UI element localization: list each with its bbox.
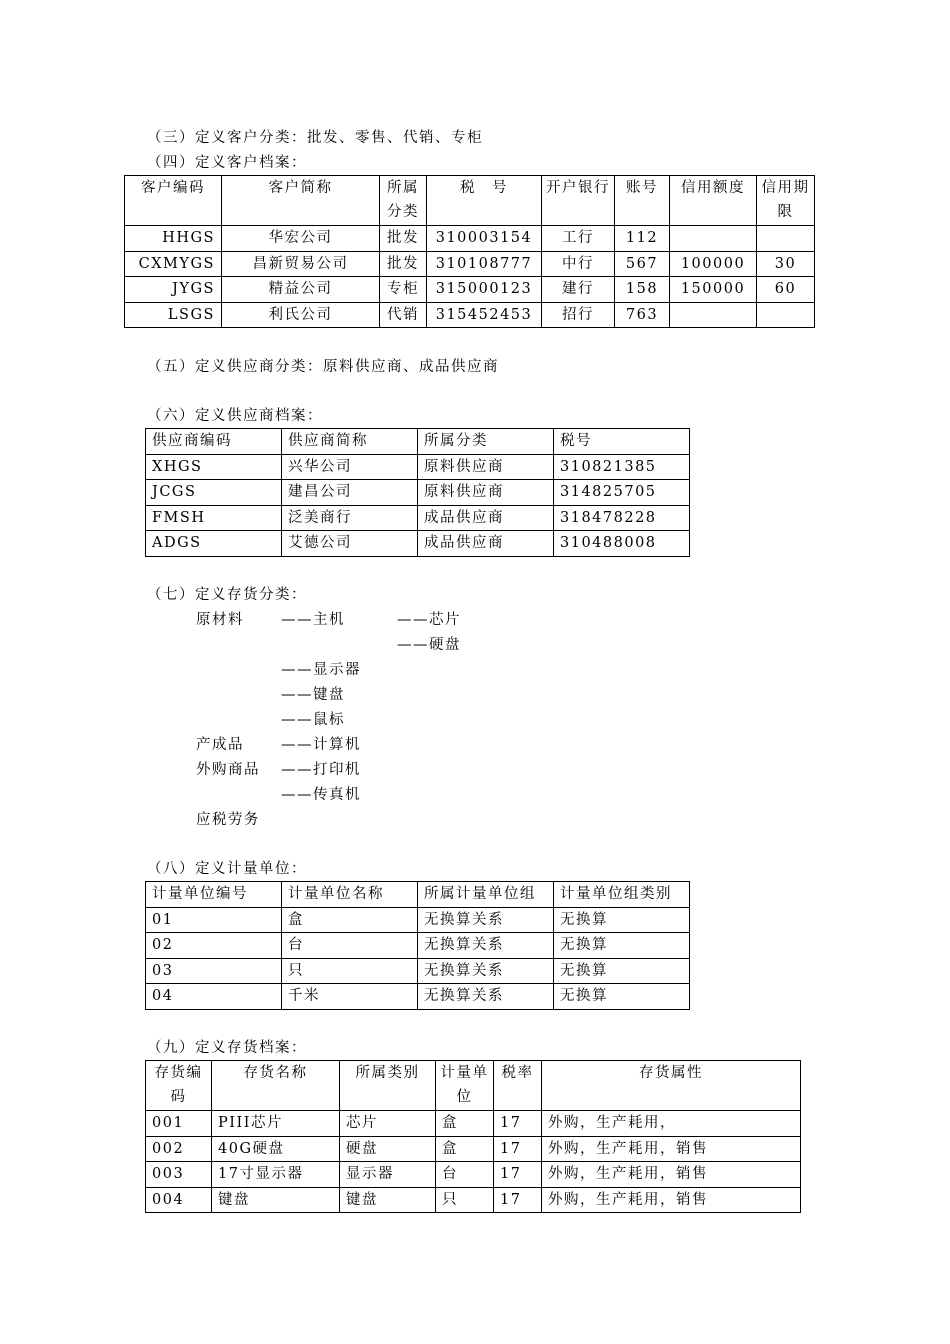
table-cell: 567 [615,251,670,277]
table-cell: 315452453 [427,302,542,328]
table-cell: 原料供应商 [418,480,554,506]
table-row [146,1111,801,1137]
table-cell: 003 [146,1162,212,1188]
table-cell: HHGS [125,226,222,252]
table-cell: XHGS [146,454,282,480]
table-cell: 无换算 [554,933,690,959]
table-cell: 外购，生产耗用，销售 [542,1162,801,1188]
table-cell: 30 [757,251,815,277]
header-cell: 所属分类 [380,176,427,226]
header-cell: 计量单位组类别 [554,882,690,908]
header-cell: 税号 [554,429,690,455]
inventory-header-row [146,1061,801,1111]
table-cell: 键盘 [340,1187,436,1213]
header-cell: 税率 [494,1061,542,1111]
section-7-title: （七）定义存货分类： [147,587,307,603]
header-cell: 存货属性 [542,1061,801,1111]
section-5-title: （五）定义供应商分类：原料供应商、成品供应商 [147,359,499,375]
table-cell: 只 [282,958,418,984]
header-cell: 所属计量单位组 [418,882,554,908]
table-cell: 建行 [542,277,615,303]
table-cell: 外购，生产耗用， [542,1111,801,1137]
tree-item-chip: ——芯片 [397,612,461,628]
unit-table [145,881,690,1010]
header-cell: 信用期限 [757,176,815,226]
table-cell: 40G硬盘 [212,1136,340,1162]
tree-item-host: ——主机 [281,612,345,628]
table-cell: JCGS [146,480,282,506]
unit-header-row [146,882,690,908]
table-cell: 精益公司 [222,277,380,303]
table-cell [670,226,757,252]
tree-item-keyboard: ——键盘 [281,687,345,703]
table-cell: 无换算关系 [418,933,554,959]
table-cell: 芯片 [340,1111,436,1137]
tree-item-taxable-service: 应税劳务 [196,812,260,828]
header-cell: 信用额度 [670,176,757,226]
supplier-header-row [146,429,690,455]
table-cell: 只 [436,1187,494,1213]
table-cell: 17寸显示器 [212,1162,340,1188]
table-cell: FMSH [146,505,282,531]
table-row [146,531,690,557]
header-cell: 客户编码 [125,176,222,226]
table-row [146,907,690,933]
table-cell: 04 [146,984,282,1010]
header-cell: 供应商编码 [146,429,282,455]
table-cell: 310108777 [427,251,542,277]
table-cell: 批发 [380,251,427,277]
header-cell: 供应商简称 [282,429,418,455]
header-cell: 所属类别 [340,1061,436,1111]
table-cell: 002 [146,1136,212,1162]
table-cell: 17 [494,1136,542,1162]
table-cell: 盒 [436,1136,494,1162]
table-cell: 建昌公司 [282,480,418,506]
table-cell: 158 [615,277,670,303]
table-cell: 兴华公司 [282,454,418,480]
table-cell: 318478228 [554,505,690,531]
section-4-title: （四）定义客户档案： [147,155,307,171]
table-cell: 03 [146,958,282,984]
table-cell: 硬盘 [340,1136,436,1162]
tree-item-computer: ——计算机 [281,737,361,753]
table-cell: 原料供应商 [418,454,554,480]
table-cell: 310003154 [427,226,542,252]
tree-item-disk: ——硬盘 [397,637,461,653]
table-row [146,933,690,959]
tree-item-fax: ——传真机 [281,787,361,803]
header-cell: 计量单位编号 [146,882,282,908]
tree-item-finished-products: 产成品 [196,737,244,753]
table-cell: 02 [146,933,282,959]
table-cell: 艾德公司 [282,531,418,557]
table-cell: 泛美商行 [282,505,418,531]
header-cell: 客户简称 [222,176,380,226]
table-cell: 千米 [282,984,418,1010]
table-cell: 无换算关系 [418,984,554,1010]
table-row [146,984,690,1010]
table-cell: 成品供应商 [418,531,554,557]
table-cell: 001 [146,1111,212,1137]
header-cell: 存货名称 [212,1061,340,1111]
table-cell: 工行 [542,226,615,252]
table-cell [757,302,815,328]
table-cell: 17 [494,1187,542,1213]
table-cell: 315000123 [427,277,542,303]
table-cell: 键盘 [212,1187,340,1213]
table-cell: 310488008 [554,531,690,557]
table-cell: 中行 [542,251,615,277]
table-cell: ADGS [146,531,282,557]
table-cell: 显示器 [340,1162,436,1188]
tree-item-monitor: ——显示器 [281,662,361,678]
table-cell: 外购，生产耗用，销售 [542,1187,801,1213]
table-cell: 台 [282,933,418,959]
section-6-title: （六）定义供应商档案： [147,408,323,424]
tree-item-printer: ——打印机 [281,762,361,778]
table-row [146,1162,801,1188]
header-cell: 计量单位 [436,1061,494,1111]
header-cell: 开户银行 [542,176,615,226]
section-3-title: （三）定义客户分类：批发、零售、代销、专柜 [147,130,483,146]
table-cell: 004 [146,1187,212,1213]
table-row [125,251,815,277]
table-cell: 批发 [380,226,427,252]
table-cell: 112 [615,226,670,252]
table-cell: 代销 [380,302,427,328]
table-cell: PIII芯片 [212,1111,340,1137]
table-cell: 17 [494,1111,542,1137]
table-cell: 昌新贸易公司 [222,251,380,277]
table-row [146,958,690,984]
table-cell: 310821385 [554,454,690,480]
table-cell: 外购，生产耗用，销售 [542,1136,801,1162]
table-cell: 无换算关系 [418,907,554,933]
table-cell [670,302,757,328]
inventory-table [145,1060,801,1213]
table-row [125,226,815,252]
table-cell: 无换算 [554,984,690,1010]
section-8-title: （八）定义计量单位： [147,861,307,877]
table-cell [757,226,815,252]
table-row [125,277,815,303]
table-cell: 无换算 [554,907,690,933]
table-cell: LSGS [125,302,222,328]
table-cell: 台 [436,1162,494,1188]
table-cell: CXMYGS [125,251,222,277]
table-cell: 利氏公司 [222,302,380,328]
table-cell: 无换算 [554,958,690,984]
table-cell: 100000 [670,251,757,277]
table-cell: 成品供应商 [418,505,554,531]
table-row [146,480,690,506]
header-cell: 存货编码 [146,1061,212,1111]
customer-table [124,175,815,328]
table-cell: 华宏公司 [222,226,380,252]
table-cell: 60 [757,277,815,303]
table-cell: 314825705 [554,480,690,506]
table-cell: 无换算关系 [418,958,554,984]
table-cell: 150000 [670,277,757,303]
tree-item-mouse: ——鼠标 [281,712,345,728]
table-cell: 专柜 [380,277,427,303]
header-cell: 所属分类 [418,429,554,455]
header-cell: 税 号 [427,176,542,226]
table-cell: 盒 [436,1111,494,1137]
table-cell: JYGS [125,277,222,303]
table-cell: 763 [615,302,670,328]
customer-header-row [125,176,815,226]
table-row [125,302,815,328]
table-cell: 17 [494,1162,542,1188]
tree-item-raw-materials: 原材料 [196,612,244,628]
table-cell: 01 [146,907,282,933]
supplier-table [145,428,690,557]
table-row [146,1187,801,1213]
table-cell: 招行 [542,302,615,328]
tree-item-purchased-goods: 外购商品 [196,762,260,778]
table-row [146,505,690,531]
table-row [146,1136,801,1162]
header-cell: 计量单位名称 [282,882,418,908]
header-cell: 账号 [615,176,670,226]
section-9-title: （九）定义存货档案： [147,1040,307,1056]
table-row [146,454,690,480]
table-cell: 盒 [282,907,418,933]
